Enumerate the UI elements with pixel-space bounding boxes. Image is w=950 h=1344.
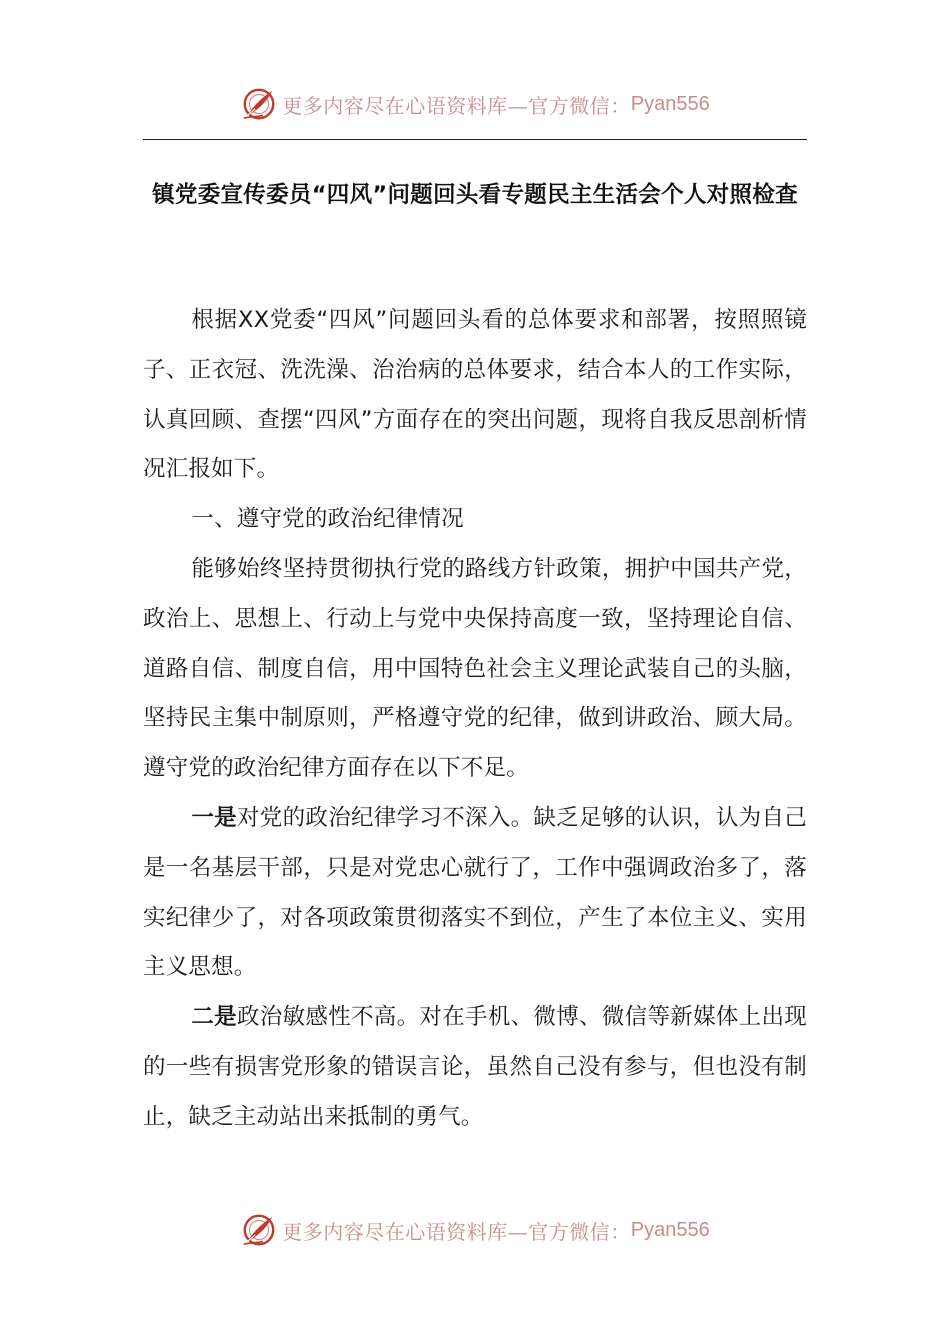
paragraph-text: 根据XX党委“四风”问题回头看的总体要求和部署，按照照镜子、正衣冠、洗洗澡、治治病的总体要求，结合本人的工作实际，认真回顾、查摆“四风”方面存在的突出问题，现将自我反思剖析情况汇报如下。	[143, 307, 807, 483]
paragraph-text: 能够始终坚持贯彻执行党的路线方针政策，拥护中国共产党，政治上、思想上、行动上与党中央保持高度一致，坚持理论自信、道路自信、制度自信，用中国特色社会主义理论武装自己的头脑，坚持民主集中制原则，严格遵守党的纪律，做到讲政治、顾大局。遵守党的政治纪律方面存在以下不足。	[143, 555, 807, 782]
paragraph-text: 对党的政治纪律学习不深入。缺乏足够的认识，认为自己是一名基层干部，只是对党忠心就行了，工作中强调政治多了，落实纪律少了，对各项政策贯彻落实不到位，产生了本位主义、实用主义思想。	[143, 804, 807, 981]
watermark-text: 更多内容尽在心语资料库—官方微信：	[282, 93, 631, 118]
watermark-wechat-id: Pyan556	[630, 92, 710, 115]
paragraph-point-two	[143, 993, 807, 1142]
quill-pen-logo-icon	[240, 85, 278, 123]
section-heading	[143, 495, 807, 545]
section-heading-text: 一、遵守党的政治纪律情况	[191, 506, 464, 533]
quill-pen-logo-icon	[240, 1211, 278, 1249]
paragraph-text: 政治敏感性不高。对在手机、微博、微信等新媒体上出现的一些有损害党形象的错误言论，虽然自己没有参与，但也没有制止，缺乏主动站出来抵制的勇气。	[143, 1004, 807, 1130]
document-title: 镇党委宣传委员“四风”问题回头看专题民主生活会个人对照检查	[152, 182, 798, 208]
footer-watermark	[0, 1208, 950, 1252]
watermark-text: 更多内容尽在心语资料库—官方微信：	[282, 1219, 631, 1244]
paragraph-lead: 二是	[191, 1004, 237, 1031]
paragraph-intro	[143, 296, 807, 495]
watermark-wechat-id: Pyan556	[630, 1218, 710, 1241]
paragraph-lead: 一是	[191, 804, 237, 831]
paragraph-summary	[143, 545, 807, 794]
document-body	[143, 296, 807, 1143]
header-watermark	[0, 82, 950, 126]
paragraph-point-one	[143, 794, 807, 993]
header-divider	[143, 139, 807, 140]
